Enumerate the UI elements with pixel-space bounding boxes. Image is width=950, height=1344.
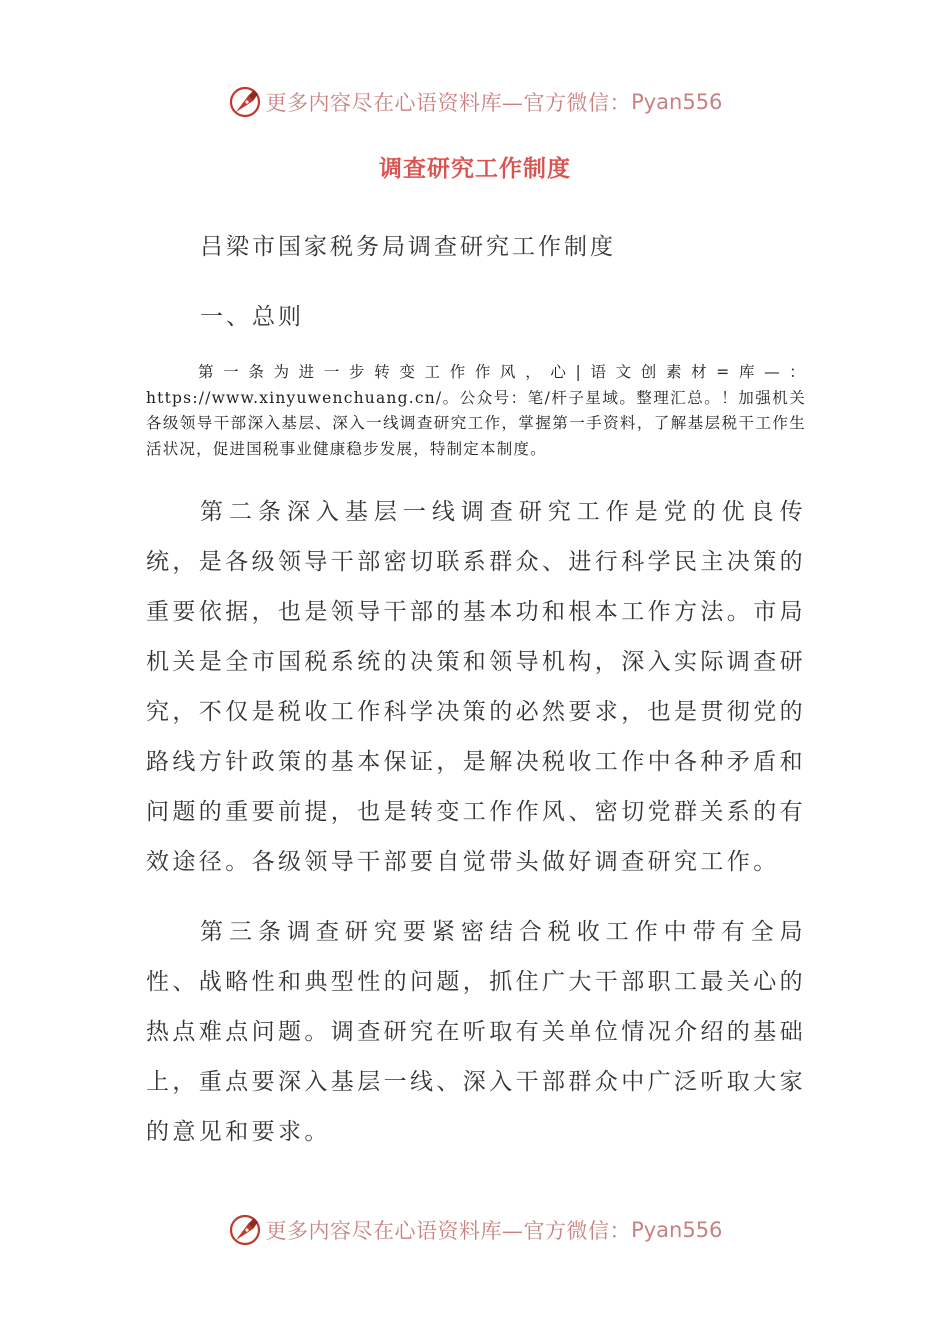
footer-banner (0, 1210, 950, 1250)
pen-nib-logo-icon (228, 1213, 262, 1247)
banner-wechat-id: Pyan556 (631, 90, 723, 114)
pen-nib-logo-icon (228, 85, 262, 119)
document-subtitle: 吕梁市国家税务局调查研究工作制度 (200, 234, 616, 260)
article-2: 第二条深入基层一线调查研究工作是党的优良传统，是各级领导干部密切联系群众、进行科学民主决策的重要依据，也是领导干部的基本功和根本工作方法。市局机关是全市国税系统的决策和领导机构，深入实际调查研究，不仅是税收工作科学决策的必然要求，也是贯彻党的路线方针政策的基本保证，是解决税收工作中各种矛盾和问题的重要前提，也是转变工作作风、密切党群关系的有效途径。各级领导干部要自觉带头做好调查研究工作。 (146, 499, 806, 875)
banner-text: 更多内容尽在心语资料库—官方微信： (265, 1219, 632, 1243)
article-3: 第三条调查研究要紧密结合税收工作中带有全局性、战略性和典型性的问题，抓住广大干部职工最关心的热点难点问题。调查研究在听取有关单位情况介绍的基础上，重点要深入基层一线、深入干部群众中广泛听取大家的意见和要求。 (146, 919, 806, 1145)
section-heading: 一、总则 (200, 304, 304, 330)
banner-wechat-id: Pyan556 (631, 1218, 723, 1242)
banner-text: 更多内容尽在心语资料库—官方微信： (265, 91, 632, 115)
document-title: 调查研究工作制度 (379, 155, 571, 182)
article-1: 第一条为进一步转变工作作风，心|语文创素材=库—：https://www.xinyuwenchuang.cn/。公众号：笔/杆子星域。整理汇总。！加强机关各级领导干部深入基层、深入一线调查研究工作，掌握第一手资料，了解基层税干工作生活状况，促进国税事业健康稳步发展，特制定本制度。 (146, 363, 806, 458)
header-banner (0, 82, 950, 122)
